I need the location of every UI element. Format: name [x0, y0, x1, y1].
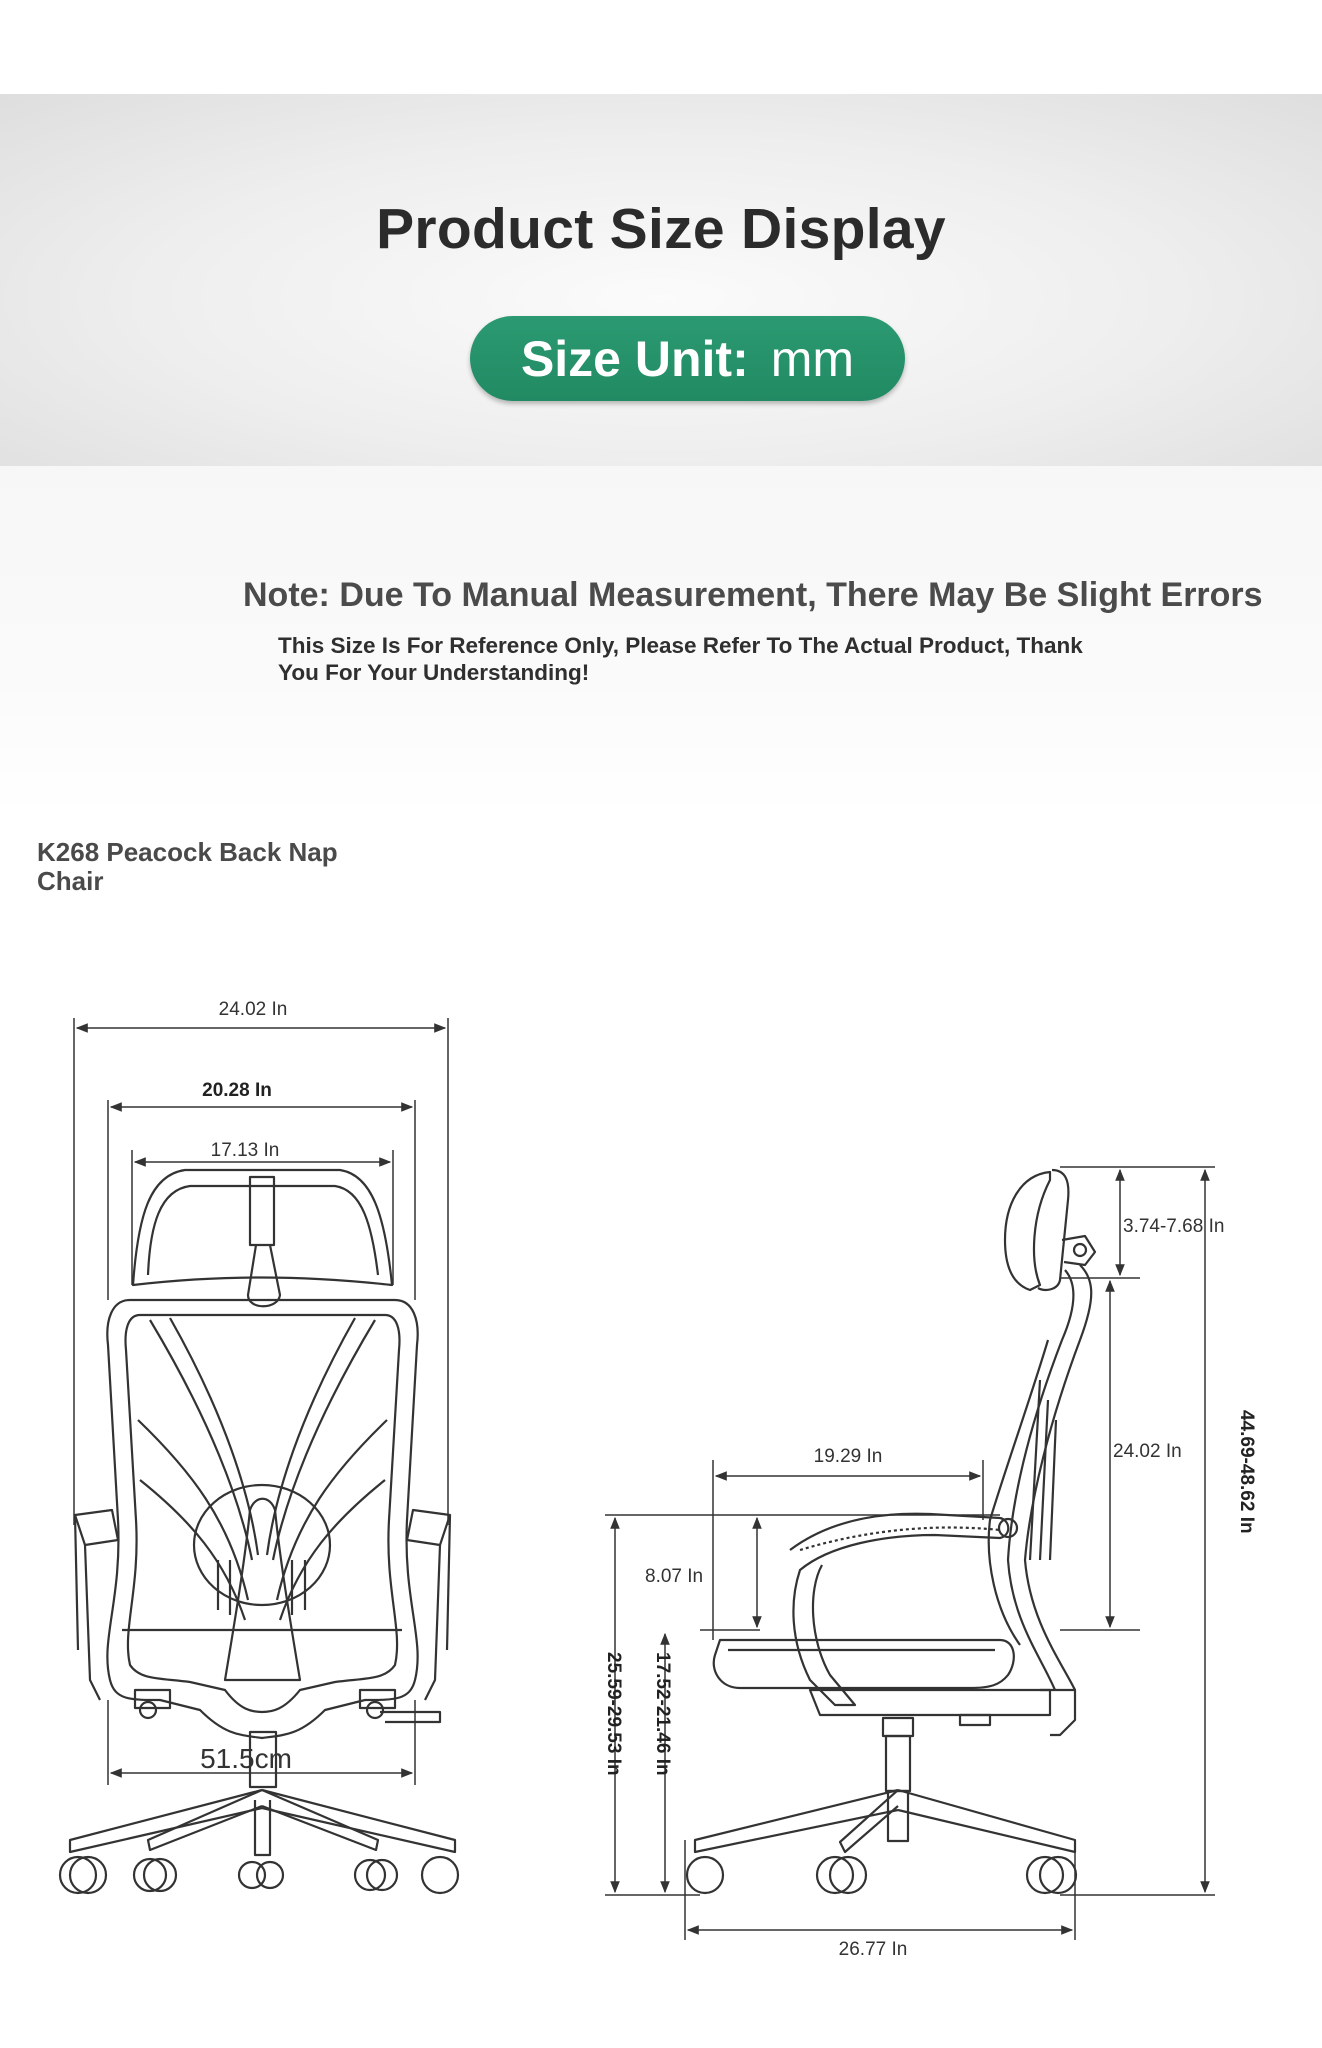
side-seat-height-label: 17.52-21.46 In	[652, 1652, 673, 1776]
side-backrest-height-label: 24.02 In	[1113, 1441, 1182, 1462]
front-view-chair	[60, 1170, 458, 1893]
model-name: K268 Peacock Back Nap Chair	[37, 837, 338, 896]
side-view-chair	[687, 1170, 1095, 1893]
page-title: Product Size Display	[376, 197, 946, 261]
front-base-width-label: 51.5cm	[200, 1743, 292, 1774]
note-headline: Note: Due To Manual Measurement, There May Be Slight Errors	[243, 576, 1263, 614]
note-detail: This Size Is For Reference Only, Please Refer To The Actual Product, Thank You For Your Understanding!	[278, 633, 1083, 685]
front-headrest-width-label: 17.13 In	[210, 1140, 280, 1161]
side-dimension-lines	[605, 1167, 1215, 1940]
side-seat-depth-label: 19.29 In	[813, 1446, 883, 1467]
front-arm-width-label: 20.28 In	[202, 1080, 272, 1101]
side-base-depth-label: 26.77 In	[838, 1939, 908, 1960]
size-unit-value: mm	[770, 330, 855, 387]
side-total-height-label: 44.69-48.62 In	[1236, 1410, 1257, 1534]
side-arm-floor-height-label: 25.59-29.53 In	[603, 1652, 624, 1776]
side-headrest-adjust-label: 3.74-7.68 In	[1123, 1216, 1225, 1237]
front-overall-width-label: 24.02 In	[218, 999, 288, 1020]
size-unit-label: Size Unit:	[520, 330, 749, 387]
side-armrest-height-label: 8.07 In	[645, 1566, 704, 1587]
